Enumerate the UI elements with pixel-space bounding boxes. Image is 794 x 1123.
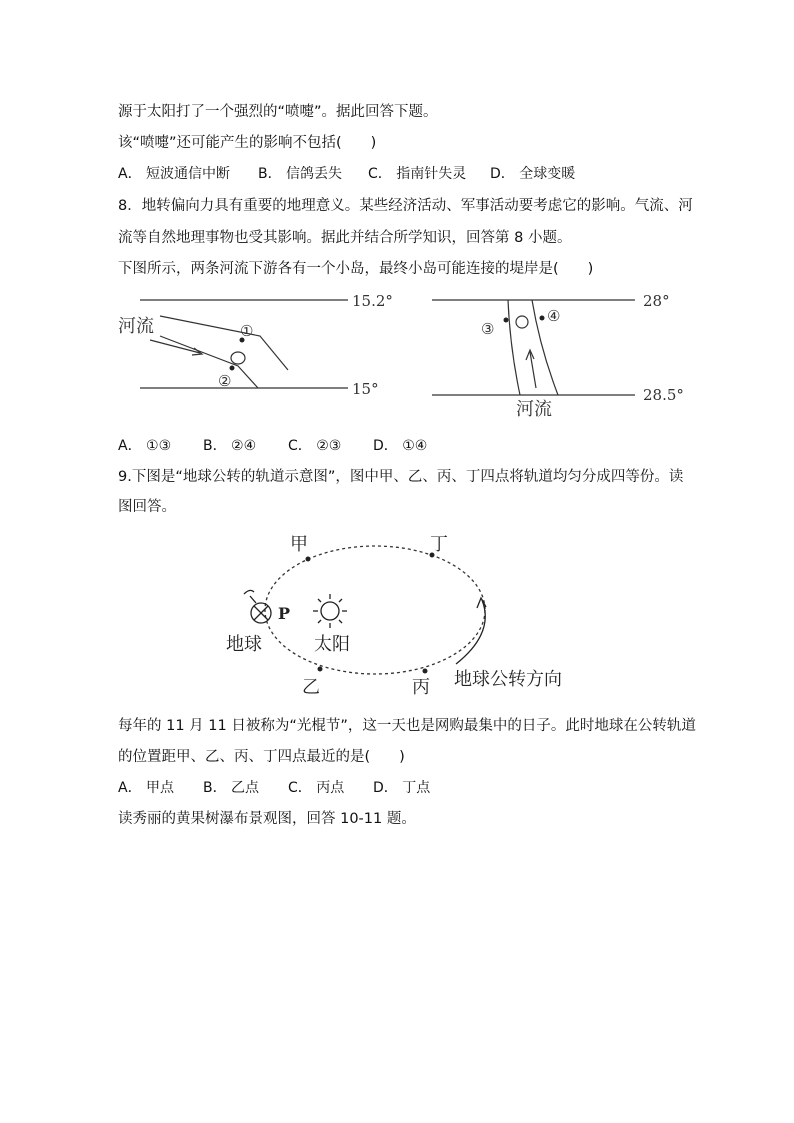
question-9-line-2: 图回答。 [118, 499, 176, 515]
point-bing-dot [423, 669, 428, 674]
point-4-dot [540, 316, 545, 321]
point-jia-label: 甲 [290, 534, 308, 555]
question-9-line-1: 9.下图是“地球公转的轨道示意图”，图中甲、乙、丙、丁四点将轨道均匀分成四等份。读 [118, 469, 684, 485]
question-10-intro: 读秀丽的黄果树瀑布景观图，回答 10-11 题。 [118, 811, 416, 827]
choice-d: D． 丁点 [373, 780, 431, 796]
point-1-label: ① [240, 322, 254, 340]
revolution-direction-arrow [456, 598, 486, 664]
choice-a: A． 短波通信中断 [118, 166, 231, 182]
river-figure [110, 288, 700, 423]
right-river-label: 河流 [516, 399, 552, 420]
question-8-line-2: 流等自然地理事物也受其影响。据此并结合所学知识，回答第 8 小题。 [118, 230, 572, 246]
earth-label: 地球 [226, 634, 262, 655]
choice-d: D． 全球变暖 [490, 166, 576, 182]
question-8-choices [118, 436, 427, 456]
right-lat-top-label: 28° [643, 292, 670, 310]
choice-b: B． ②④ [203, 438, 257, 454]
point-3-label: ③ [481, 320, 495, 338]
question-8-line-1: 8．地转偏向力具有重要的地理意义。某些经济活动、军事活动要考虑它的影响。气流、河 [118, 198, 693, 214]
orbit-figure [220, 528, 600, 700]
question-9-line-3: 每年的 11 月 11 日被称为“光棍节”，这一天也是网购最集中的日子。此时地球在公转轨道 [118, 718, 696, 734]
point-jia-dot [306, 557, 311, 562]
left-island [231, 352, 245, 364]
choice-c: C． ②③ [288, 438, 342, 454]
question-7-stem: 该“喷嚏”还可能产生的影响不包括( ) [118, 135, 377, 151]
point-yi-dot [318, 667, 323, 672]
question-7-choices [118, 164, 575, 184]
choice-a: A． 甲点 [118, 780, 175, 796]
point-2-dot [230, 366, 235, 371]
left-river-label: 河流 [118, 316, 154, 337]
right-lat-bottom-label: 28.5° [643, 386, 684, 404]
choice-c: C． 丙点 [288, 780, 345, 796]
intro-line: 源于太阳打了一个强烈的“喷嚏”。据此回答下题。 [118, 104, 438, 120]
choice-a: A． ①③ [118, 438, 172, 454]
right-island [516, 316, 528, 328]
point-yi-label: 乙 [302, 677, 320, 698]
point-bing-label: 丙 [412, 677, 430, 698]
earth-icon [244, 590, 271, 623]
sun-label: 太阳 [314, 634, 350, 655]
point-3-dot [504, 318, 509, 323]
orbit-ellipse [265, 546, 485, 674]
point-4-label: ④ [547, 307, 561, 325]
left-lat-bottom-label: 15° [352, 380, 379, 398]
point-ding-label: 丁 [430, 534, 448, 555]
question-9-line-4: 的位置距甲、乙、丙、丁四点最近的是( ) [118, 749, 405, 765]
choice-d: D． ①④ [373, 438, 428, 454]
choice-b: B． 乙点 [203, 780, 260, 796]
question-8-line-3: 下图所示，两条河流下游各有一个小岛，最终小岛可能连接的堤岸是( ) [118, 261, 594, 277]
point-2-label: ② [218, 372, 232, 390]
direction-label: 地球公转方向 [454, 669, 562, 690]
sun-icon [313, 594, 347, 628]
right-river-bank-left [508, 300, 520, 395]
choice-b: B． 信鸽丢失 [258, 166, 343, 182]
p-label: P [278, 604, 291, 623]
question-9-choices [118, 778, 430, 798]
choice-c: C． 指南针失灵 [368, 166, 467, 182]
left-lat-top-label: 15.2° [352, 292, 393, 310]
